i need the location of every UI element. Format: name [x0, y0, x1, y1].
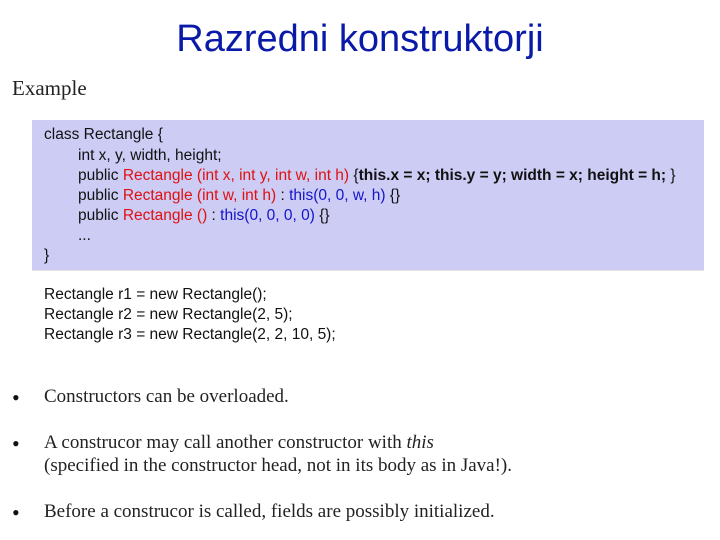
bullet-text-overloading: Constructors can be overloaded.: [44, 386, 289, 407]
code-line-fields: int x, y, width, height;: [78, 147, 222, 164]
constructor-signature: Rectangle (int w, int h): [122, 187, 277, 204]
code-token: {}: [314, 207, 330, 224]
code-token: public: [78, 207, 123, 224]
usage-line-r3: Rectangle r3 = new Rectangle(2, 2, 10, 5);: [44, 326, 336, 343]
constructor-signature: Rectangle (): [122, 207, 208, 224]
bullet-marker: •: [12, 500, 20, 525]
code-line-constructor-1: [78, 166, 676, 186]
bullet-text-this-call: [44, 432, 434, 454]
code-line-class: class Rectangle {: [44, 126, 163, 143]
code-token: :: [276, 187, 290, 204]
code-line-ellipsis: ...: [78, 227, 91, 244]
bullet-marker: •: [12, 431, 20, 456]
usage-line-r1: Rectangle r1 = new Rectangle();: [44, 286, 267, 303]
constructor-body: this.x = x; this.y = y; width = x; height = h;: [358, 167, 667, 184]
this-call: this(0, 0, 0, 0): [220, 207, 315, 224]
code-token: public: [78, 167, 123, 184]
constructor-signature: Rectangle (int x, int y, int w, int h): [122, 167, 350, 184]
this-call: this(0, 0, w, h): [289, 187, 386, 204]
bullet-marker: •: [12, 385, 20, 410]
bullet-text-field-init: Before a construcor is called, fields are possibly initialized.: [44, 501, 495, 522]
this-keyword: this: [406, 432, 434, 453]
code-token: {}: [385, 187, 401, 204]
code-token: :: [207, 207, 221, 224]
code-line-constructor-3: [78, 206, 330, 226]
code-token: public: [78, 187, 123, 204]
slide-title: Razredni konstruktorji: [176, 18, 544, 60]
code-token: {: [349, 167, 359, 184]
usage-line-r2: Rectangle r2 = new Rectangle(2, 5);: [44, 306, 293, 323]
code-line-constructor-2: [78, 186, 400, 206]
code-token: }: [666, 167, 676, 184]
code-line-close-brace: }: [44, 247, 50, 264]
bullet-text-this-call-detail: (specified in the constructor head, not in its body as in Java!).: [44, 455, 513, 476]
example-label: Example: [12, 76, 87, 100]
bullet-text-part: A construcor may call another constructor with: [44, 432, 407, 453]
